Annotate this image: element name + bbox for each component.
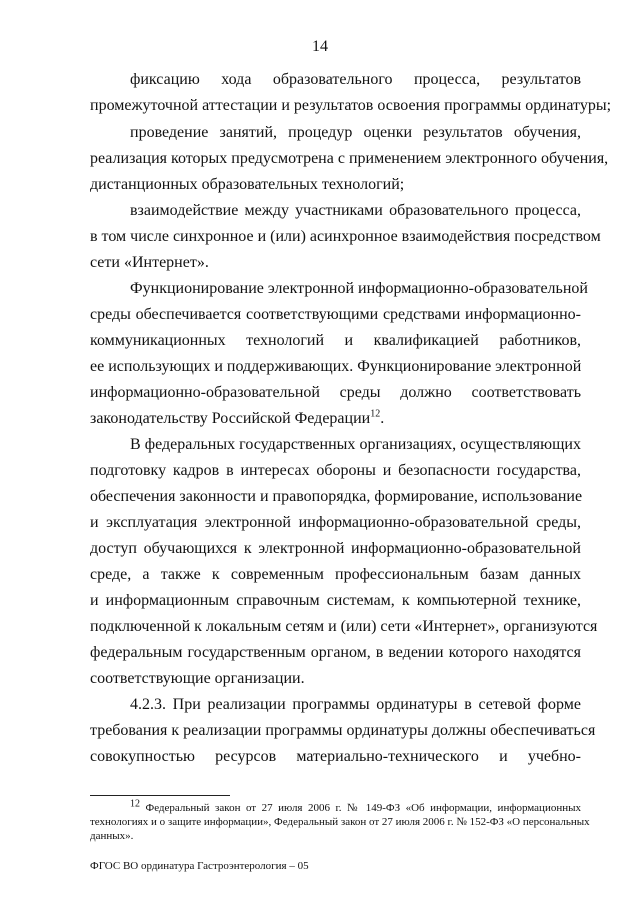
footnote-reference: 12 [370,408,381,420]
page-number: 14 [312,38,328,55]
text-line: фиксацию хода образовательного процесса, результатов [130,71,581,88]
text-line: проведение занятий, процедур оценки результатов обучения, [130,124,581,141]
document-footer: ФГОС ВО ординатура Гастроэнтерология – 05 [90,860,309,872]
text-line: информационно-образовательной среды должно соответствовать [90,384,581,401]
text-line: доступ обучающихся к электронной информационно-образовательной [90,540,581,557]
text-line: требования к реализации программы ординатуры должны обеспечиваться [90,722,596,739]
text-line: промежуточной аттестации и результатов освоения программы ординатуры; [90,97,612,114]
text-line: Функционирование электронной информационно-образовательной [130,280,588,297]
footnote-marker: 12 [130,798,140,810]
text-line: и эксплуатация электронной информационно-образовательной среды, [90,514,581,531]
text-line: коммуникационных технологий и квалификацией работников, [90,332,581,349]
text-line: ее использующих и поддерживающих. Функционирование электронной [90,358,582,375]
text-line: подготовку кадров в интересах обороны и безопасности государства, [90,462,581,479]
text-line: федеральным государственным органом, в ведении которого находятся [90,644,581,661]
footnote-line: технологиях и о защите информации», Федеральный закон от 27 июля 2006 г. № 152-ФЗ «О персональных [90,816,590,828]
text-line-with-footnote-ref [90,409,581,429]
footnote-text: Федеральный закон от 27 июля 2006 г. № 149-ФЗ «Об информации, информационных [145,802,581,814]
footnote-line [130,798,581,815]
text-line: реализация которых предусмотрена с применением электронного обучения, [90,150,609,167]
text-line: дистанционных образовательных технологий; [90,176,405,193]
text-fragment: законодательству Российской Федерации [90,410,371,427]
text-line: сети «Интернет». [90,254,209,271]
text-line: и информационным справочным системам, к компьютерной технике, [90,592,581,609]
text-line: совокупностью ресурсов материально-технического и учебно- [90,748,581,765]
text-line: среды обеспечивается соответствующими средствами информационно- [90,306,581,323]
text-line: в том числе синхронное и (или) асинхронное взаимодействия посредством [90,228,601,245]
text-line: взаимодействие между участниками образовательного процесса, [130,202,581,219]
text-line: 4.2.3. При реализации программы ординатуры в сетевой форме [130,696,581,713]
text-line: В федеральных государственных организациях, осуществляющих [130,436,581,453]
text-line: среде, а также к современным профессиональным базам данных [90,566,581,583]
text-line: обеспечения законности и правопорядка, формирование, использование [90,488,583,505]
footnote-divider [90,795,230,796]
text-line: соответствующие организации. [90,670,305,687]
text-fragment: . [380,410,385,427]
footnote-line: данных». [90,830,134,842]
text-line: подключенной к локальным сетям и (или) сети «Интернет», организуются [90,618,598,635]
